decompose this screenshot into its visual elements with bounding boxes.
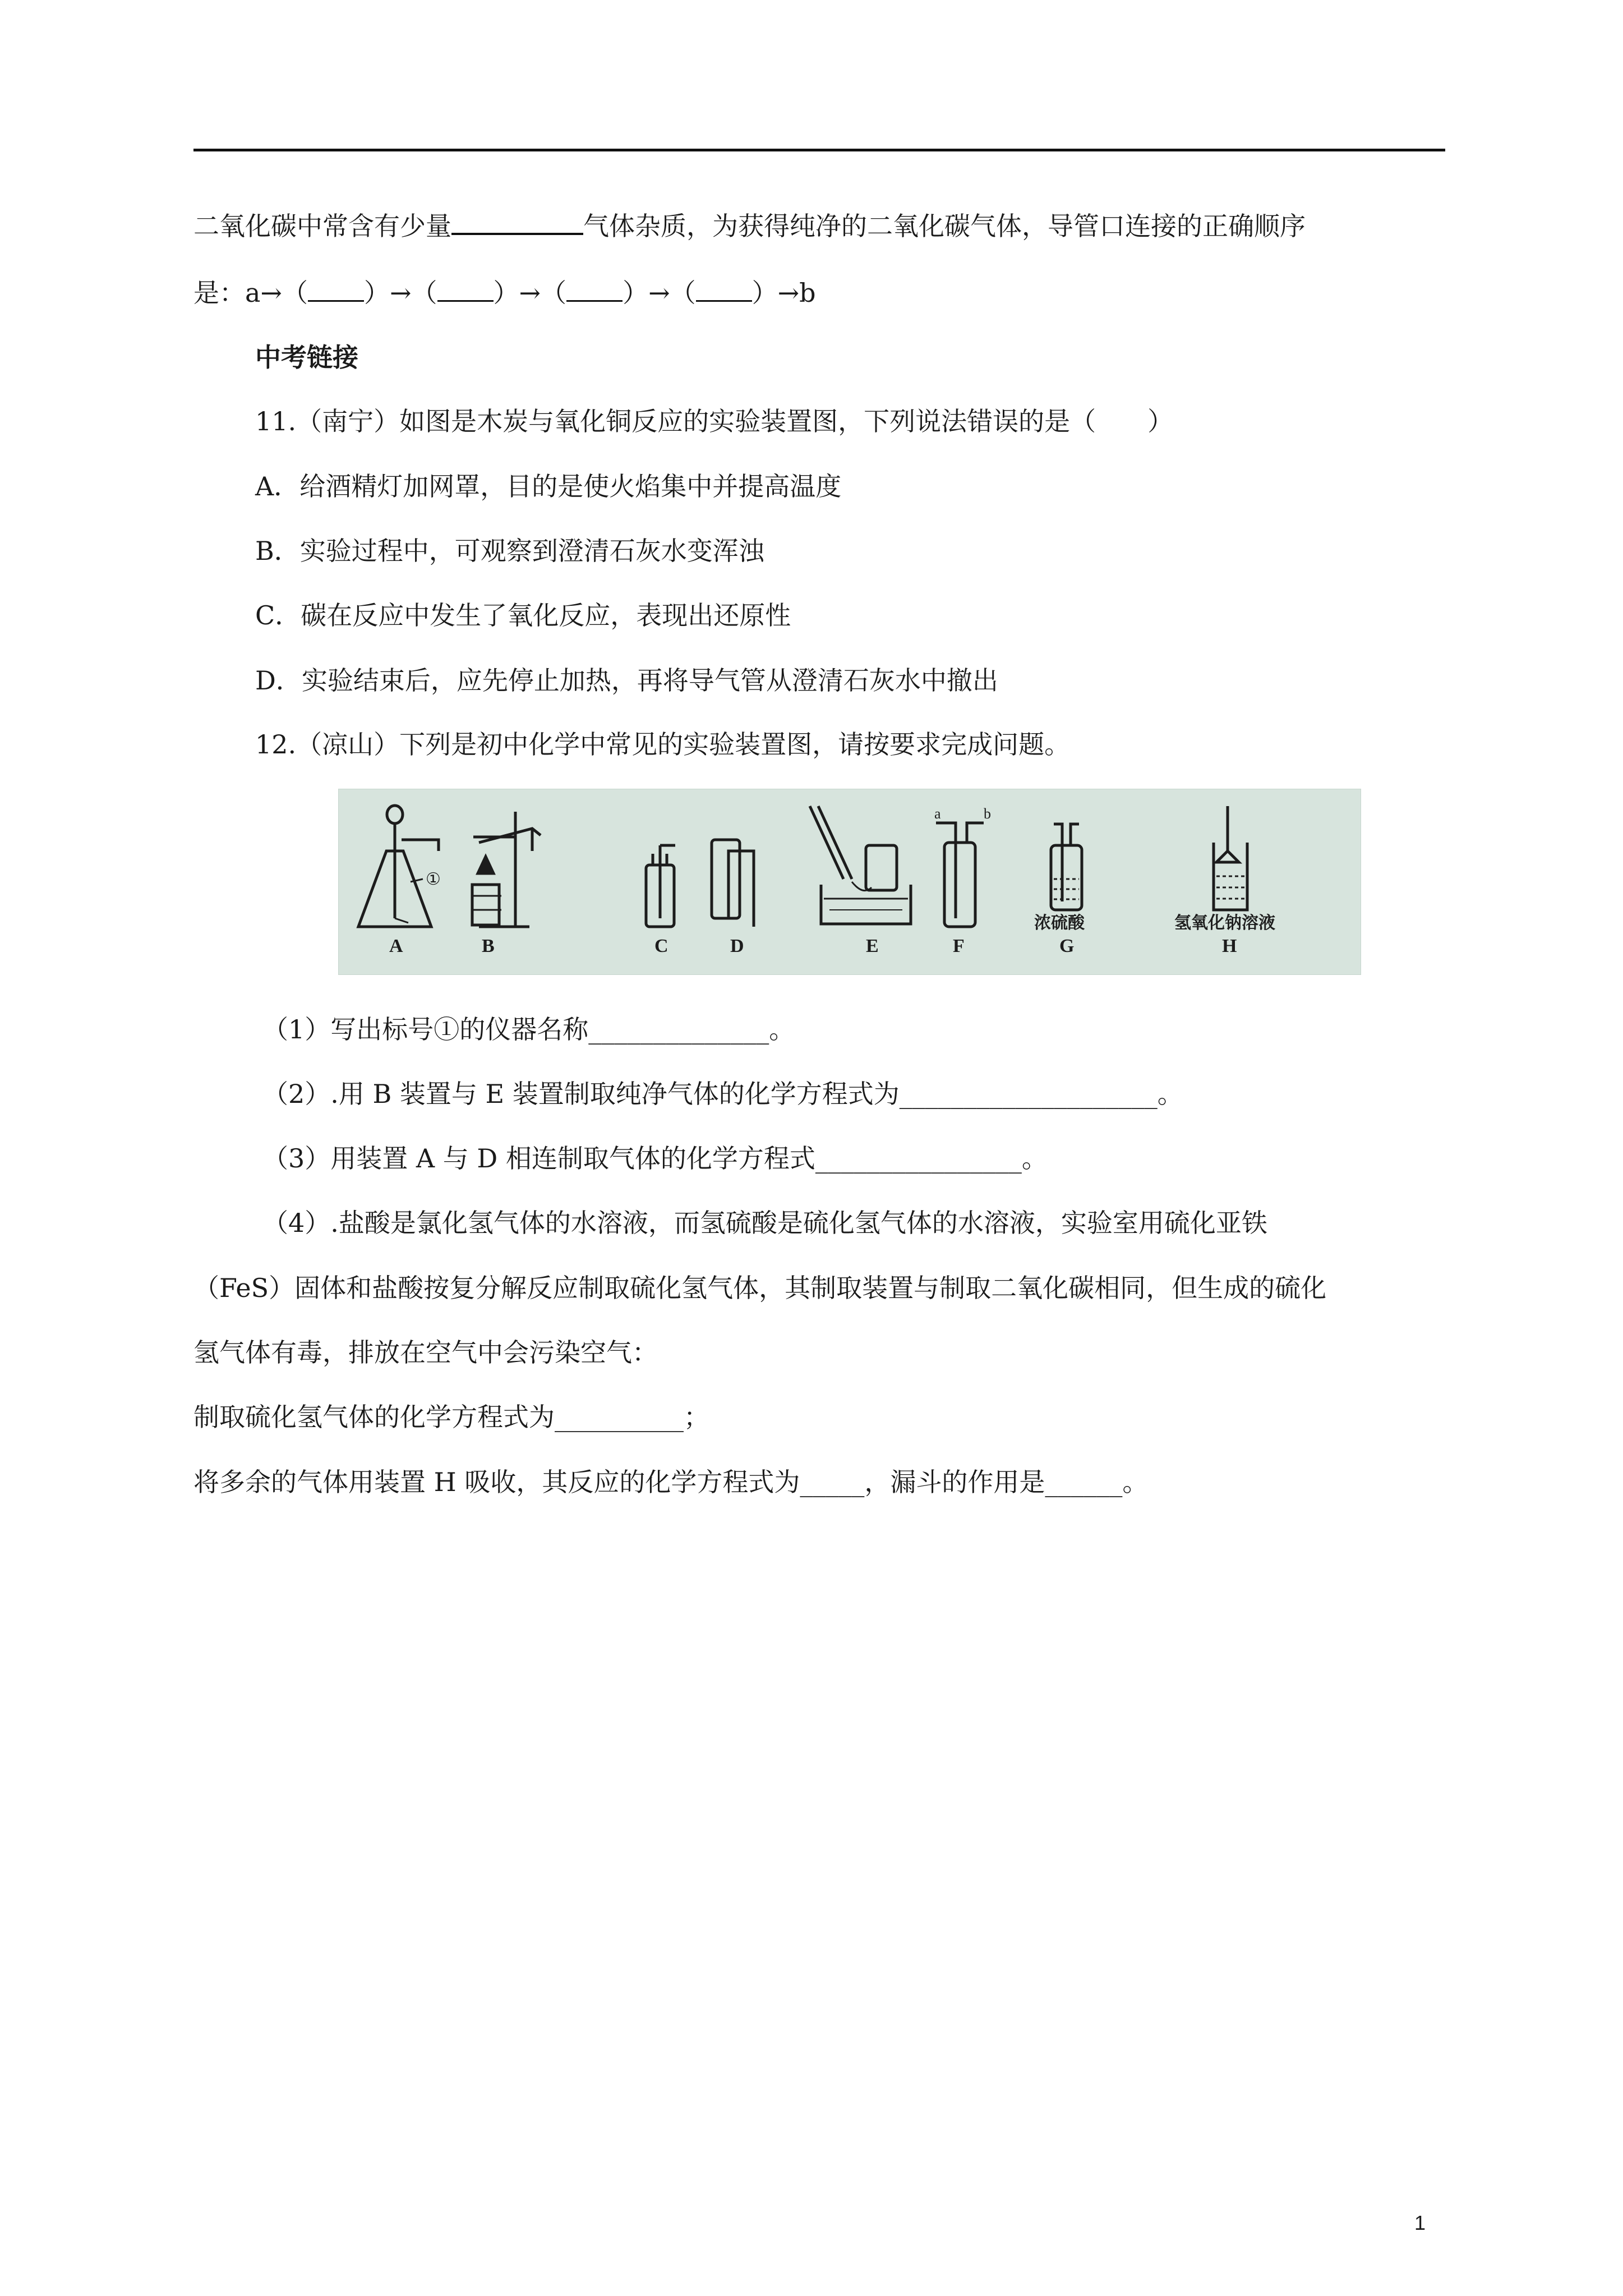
q10-blank[interactable] <box>451 210 583 235</box>
q10-seq-sep-2: ）→（ <box>493 278 567 308</box>
apparatus-h <box>1214 806 1247 910</box>
apparatus-b <box>471 812 541 927</box>
q11-option-c: C．碳在反应中发生了氧化反应，表现出还原性 <box>255 600 791 631</box>
apparatus-g <box>1051 824 1082 910</box>
page-number: 1 <box>1414 2211 1426 2234</box>
marker-1: ① <box>426 870 441 889</box>
caption-g: 浓硫酸 <box>1034 913 1085 933</box>
caption-h: 氢氧化钠溶液 <box>1174 913 1275 933</box>
label-h: H <box>1222 936 1237 956</box>
label-a: A <box>389 936 403 956</box>
apparatus-f <box>934 806 991 927</box>
q12-part-4-line4: 制取硫化氢气体的化学方程式为__________； <box>193 1402 709 1432</box>
port-a-label: a <box>934 806 941 822</box>
label-e: E <box>866 936 879 956</box>
q11-option-d: D．实验结束后，应先停止加热，再将导气管从澄清石灰水中撤出 <box>255 665 998 696</box>
q10-seq-blank-4[interactable] <box>696 278 752 302</box>
port-b-label: b <box>984 806 991 822</box>
q10-seq-blank-1[interactable] <box>308 278 364 302</box>
q11-stem: 11.（南宁）如图是木炭与氧化铜反应的实验装置图，下列说法错误的是（ ） <box>255 406 1174 436</box>
label-c: C <box>654 936 668 956</box>
q12-part-4-line5: 将多余的气体用装置 H 吸收，其反应的化学方程式为_____，漏斗的作用是______。 <box>193 1467 1149 1497</box>
q10-seq-end: ）→b <box>751 278 816 308</box>
label-d: D <box>730 936 744 956</box>
q12-part-2: （2）.用 B 装置与 E 装置制取纯净气体的化学方程式为____________________。 <box>262 1079 1183 1109</box>
q10-line1 <box>193 209 1306 243</box>
label-b: B <box>482 936 495 956</box>
section-title: 中考链接 <box>255 342 358 372</box>
apparatus-d <box>712 840 754 927</box>
q12-part-4-line3: 氢气体有毒，排放在空气中会污染空气： <box>193 1337 658 1368</box>
q10-text-a: 二氧化碳中常含有少量 <box>193 211 451 241</box>
label-f: F <box>953 936 965 956</box>
q12-part-1: （1）写出标号①的仪器名称______________。 <box>262 1014 795 1045</box>
q10-seq-blank-3[interactable] <box>566 278 623 302</box>
label-g: G <box>1059 936 1075 956</box>
apparatus-drawing <box>339 789 1361 974</box>
q12-part-3: （3）用装置 A 与 D 相连制取气体的化学方程式________________。 <box>262 1143 1048 1174</box>
q10-seq-start: 是：a→（ <box>193 278 308 308</box>
q12-part-4-line1: （4）.盐酸是氯化氢气体的水溶液，而氢硫酸是硫化氢气体的水溶液，实验室用硫化亚铁 <box>262 1208 1267 1238</box>
apparatus-a <box>358 806 441 927</box>
q12-stem: 12.（凉山）下列是初中化学中常见的实验装置图，请按要求完成问题。 <box>255 729 1071 760</box>
apparatus-figure <box>338 789 1361 975</box>
q11-option-b: B．实验过程中，可观察到澄清石灰水变浑浊 <box>255 536 764 566</box>
q11-option-a: A．给酒精灯加网罩，目的是使火焰集中并提高温度 <box>255 471 842 501</box>
q12-part-4-line2: （FeS）固体和盐酸按复分解反应制取硫化氢气体，其制取装置与制取二氧化碳相同，但生成的硫化 <box>193 1273 1327 1303</box>
q10-text-b: 气体杂质，为获得纯净的二氧化碳气体，导管口连接的正确顺序 <box>583 211 1306 241</box>
apparatus-e <box>810 806 911 924</box>
q10-seq-blank-2[interactable] <box>437 278 494 302</box>
q10-line2 <box>193 276 816 310</box>
header-rule <box>193 149 1445 151</box>
q10-seq-sep-1: ）→（ <box>363 278 437 308</box>
apparatus-c <box>646 845 675 927</box>
q10-seq-sep-3: ）→（ <box>623 278 696 308</box>
